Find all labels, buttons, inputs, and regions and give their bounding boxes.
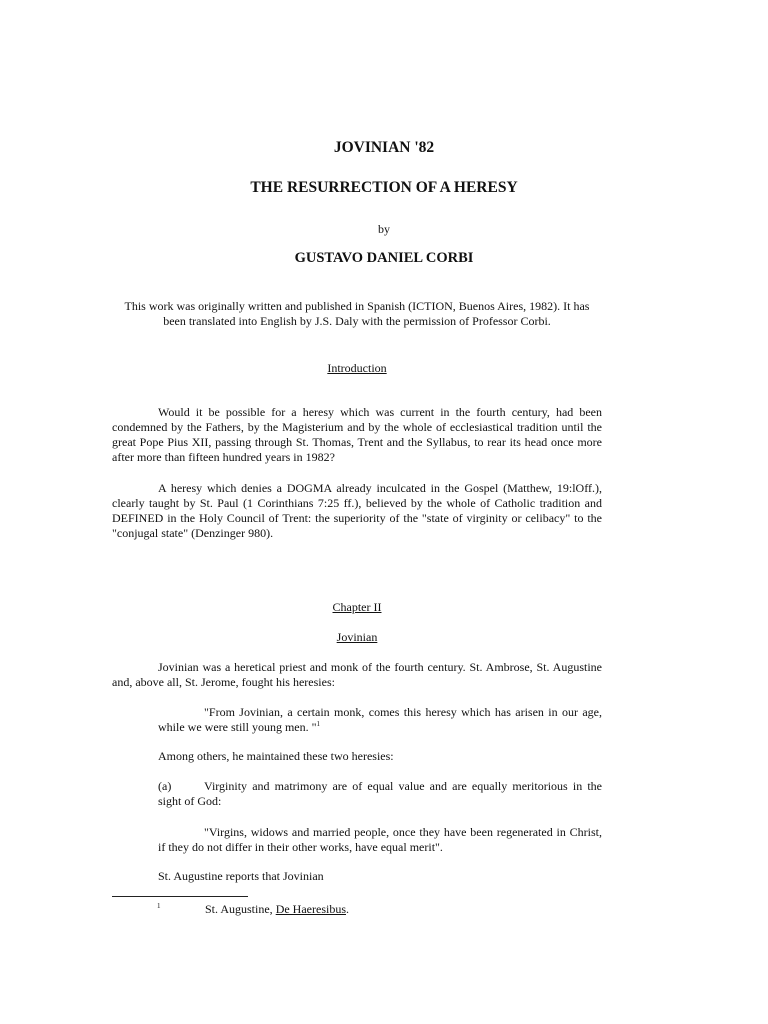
footnote-reference[interactable]: 1 — [316, 720, 321, 728]
among-others-text: Among others, he maintained these two heresies: — [158, 749, 394, 763]
chapter-subheading: Jovinian — [336, 630, 378, 644]
chapter-heading: Chapter II — [332, 600, 382, 614]
footnote-work-title: De Haeresibus — [275, 902, 346, 916]
document-subtitle: THE RESURRECTION OF A HERESY — [250, 179, 518, 196]
footnote-divider — [112, 896, 248, 897]
introduction-paragraph-2: A heresy which denies a DOGMA already inculcated in the Gospel (Matthew, 19:lOff.), clearly taught by St. Paul (1 Corinthians 7:25 ff.), believed by the whole of Catholic tradition and DEFINED in the Holy Council of Trent: the superiority of the "state of virginity or celibacy" to the "conjugal state" (Denzinger 980). — [112, 481, 602, 540]
list-item-label: (a) — [158, 779, 172, 793]
introduction-paragraph-1: Would it be possible for a heresy which was current in the fourth century, had been condemned by the Fathers, by the Magisterium and by the whole of ecclesiastical tradition until the great Pope Pius XII, passing through St. Thomas, Trent and the Syllabus, to rear its head once more after more than fifteen hundred years in 1982? — [112, 405, 602, 464]
footnote-text — [205, 902, 349, 917]
byline-word: by — [378, 222, 390, 236]
footnote-author: St. Augustine, — [205, 902, 276, 916]
list-item-a — [158, 779, 602, 809]
chapter-paragraph-1: Jovinian was a heretical priest and monk of the fourth century. St. Ambrose, St. Augustine and, above all, St. Jerome, fought his heresies: — [112, 660, 602, 689]
translation-note: This work was originally written and published in Spanish (ICTION, Buenos Aires, 1982). It has been translated into English by J.S. Daly with the permission of Professor Corbi. — [124, 299, 590, 328]
footnote-end: . — [346, 902, 349, 916]
quote-jovinian-text: "From Jovinian, a certain monk, comes this heresy which has arisen in our age, while we were still young men. " — [158, 705, 602, 734]
augustine-reports-text: St. Augustine reports that Jovinian — [158, 869, 324, 883]
introduction-heading: Introduction — [327, 361, 387, 375]
footnote-number: 1 — [157, 902, 161, 910]
author-name: GUSTAVO DANIEL CORBI — [294, 250, 474, 266]
quote-jovinian — [158, 705, 602, 735]
quote-virgins: "Virgins, widows and married people, once they have been regenerated in Christ, if they do not differ in their other works, have equal merit". — [158, 825, 602, 854]
document-title: JOVINIAN '82 — [333, 139, 435, 156]
list-item-text: Virginity and matrimony are of equal value and are equally meritorious in the sight of God: — [158, 779, 602, 808]
